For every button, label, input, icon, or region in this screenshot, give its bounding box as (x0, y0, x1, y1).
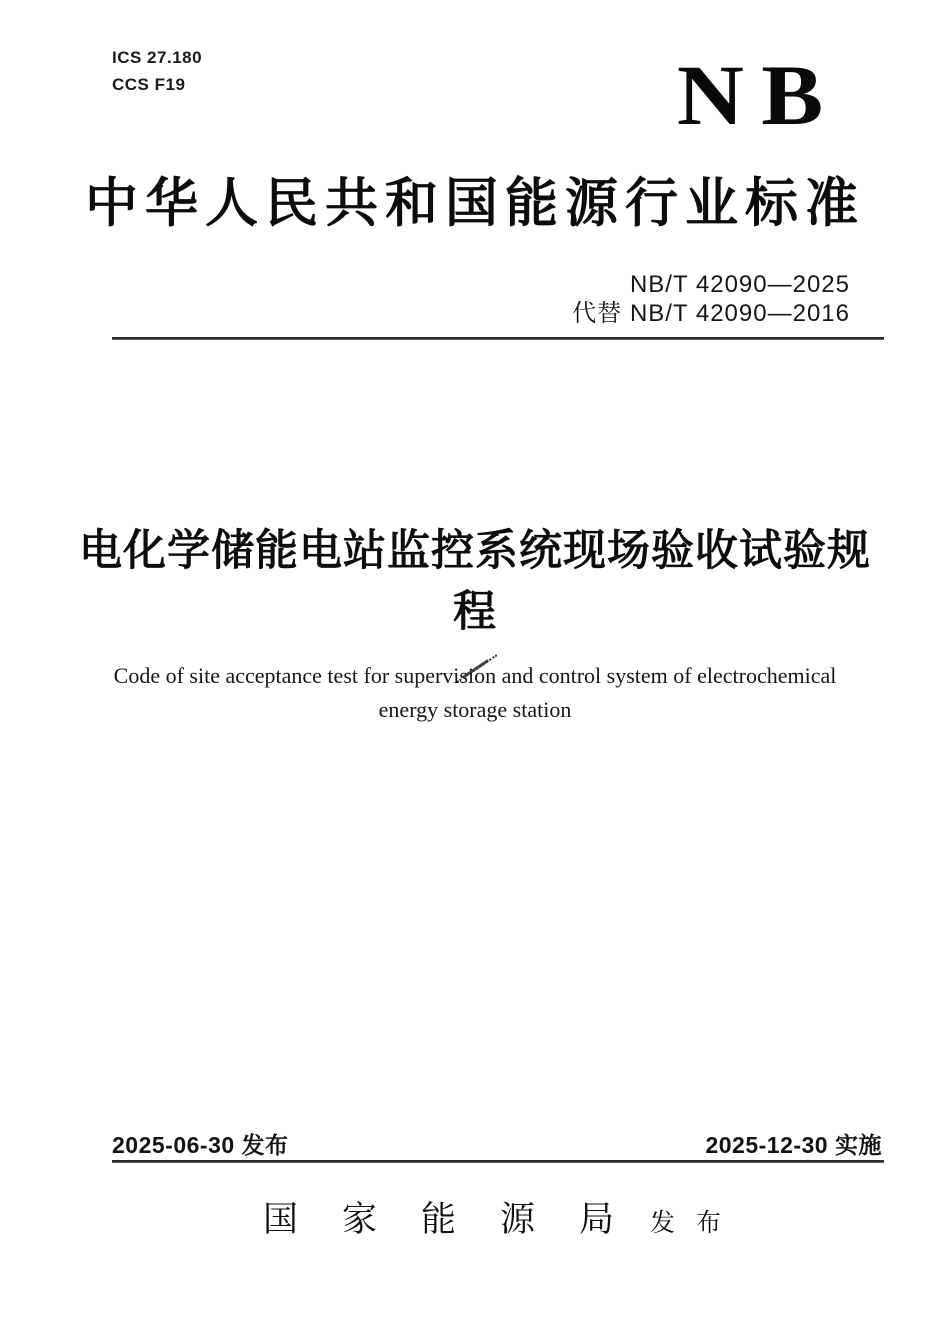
document-title-en-line2: energy storage station (378, 697, 572, 722)
classification-codes (112, 44, 202, 98)
standard-number: NB/T 42090—2025 (629, 271, 850, 298)
dates-row (112, 1127, 882, 1160)
issue-date: 2025-06-30 发布 (112, 1132, 289, 1158)
standard-number-block (572, 270, 850, 328)
document-title-zh-line2: 程 (453, 588, 497, 636)
header-rule (112, 337, 884, 340)
ics-code: ICS 27.180 (112, 48, 203, 67)
publisher-row (0, 1192, 950, 1242)
publish-label: 发布 (650, 1209, 743, 1237)
implementation-date: 2025-12-30 实施 (705, 1132, 882, 1158)
standard-banner-title: 中华人民共和国能源行业标准 (85, 175, 865, 233)
document-title-en-line1: Code of site acceptance test for supervision and control system of electrochemical (113, 663, 837, 688)
nb-logo: NB (676, 47, 840, 143)
publisher-name: 国家能源局 (262, 1200, 658, 1239)
document-title-zh-line1: 电化学储能电站监控系统现场验收试验规 (79, 527, 871, 575)
replaced-standard: 代替 NB/T 42090—2016 (572, 300, 850, 327)
document-title-zh (0, 521, 950, 643)
ccs-code: CCS F19 (112, 75, 186, 94)
footer-rule (112, 1160, 884, 1163)
